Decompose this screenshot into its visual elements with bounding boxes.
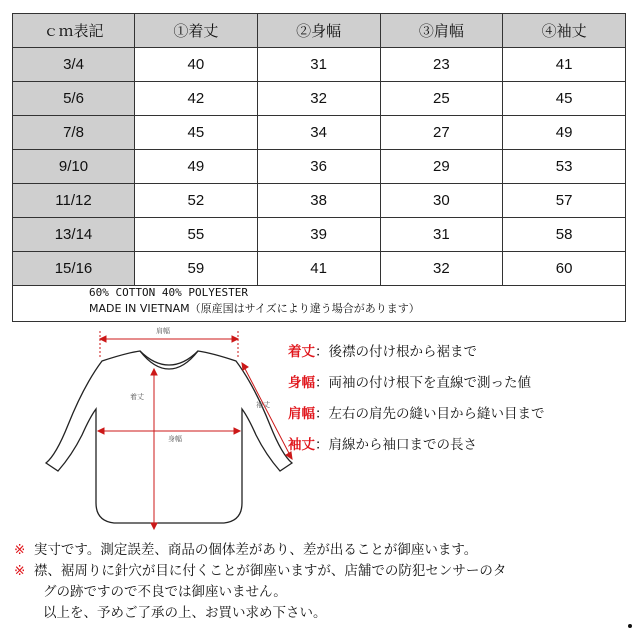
material-box [12,283,626,322]
measurement-cell: 41 [503,48,626,82]
measurement-cell: 40 [135,48,258,82]
note-2-continued: グの跡ですので不良では御座いません。 [43,584,287,600]
size-label-cell: 5/6 [13,82,135,116]
size-label-cell: 15/16 [13,252,135,286]
measurement-cell: 49 [135,150,258,184]
measurement-cell: 38 [257,184,380,218]
size-label-cell: 9/10 [13,150,135,184]
sleeve-length-label: 袖丈 [256,401,270,409]
measurement-cell: 49 [503,116,626,150]
shoulder-width-label: 肩幅 [156,327,170,335]
country-of-origin: MADE IN VIETNAM（原産国はサイズにより違う場合があります） [89,302,420,315]
measurement-cell: 31 [257,48,380,82]
measurement-cell: 36 [257,150,380,184]
header-cm-label: ｃｍ表記 [13,14,135,48]
table-row [13,218,626,252]
size-label-cell: 3/4 [13,48,135,82]
measurement-cell: 34 [257,116,380,150]
definition-sleeve [288,433,628,464]
measurement-cell: 55 [135,218,258,252]
size-label-cell: 13/14 [13,218,135,252]
table-row [13,82,626,116]
measurement-cell: 25 [380,82,503,116]
table-row [13,48,626,82]
definition-text: ：肩線から袖口までの長さ [315,437,477,453]
material-composition: 60% COTTON 40% POLYESTER [89,286,248,299]
measurement-cell: 59 [135,252,258,286]
measurement-cell: 52 [135,184,258,218]
table-row [13,116,626,150]
measurement-cell: 32 [257,82,380,116]
definition-text: ：両袖の付け根下を直線で測った値 [315,375,531,391]
measurement-definitions [288,340,628,464]
measurement-cell: 58 [503,218,626,252]
size-label-cell: 7/8 [13,116,135,150]
chest-width-label: 身幅 [168,435,182,443]
length-arrow [151,369,157,529]
measurement-cell: 42 [135,82,258,116]
header-chest: ②身幅 [257,14,380,48]
note-mark: ※ [14,563,26,579]
note-2 [14,561,634,582]
table-row [13,184,626,218]
definition-term: 着丈 [288,344,315,360]
measurement-cell: 41 [257,252,380,286]
measurement-cell: 32 [380,252,503,286]
chest-width-arrow [98,428,240,434]
measurement-cell: 45 [135,116,258,150]
measurement-cell: 31 [380,218,503,252]
table-row [13,252,626,286]
header-length: ①着丈 [135,14,258,48]
definition-term: 身幅 [288,375,315,391]
corner-dot [628,624,632,628]
table-row [13,150,626,184]
measurement-cell: 57 [503,184,626,218]
size-label-cell: 11/12 [13,184,135,218]
size-table [12,13,626,286]
definition-text: ：左右の肩先の縫い目から縫い目まで [315,406,545,422]
header-sleeve: ④袖丈 [503,14,626,48]
definition-text: ：後襟の付け根から裾まで [315,344,477,360]
definition-term: 袖丈 [288,437,315,453]
measurement-cell: 53 [503,150,626,184]
definition-term: 肩幅 [288,406,315,422]
note-1 [14,540,634,561]
note-mark: ※ [14,542,26,558]
table-header-row [13,14,626,48]
definition-chest [288,371,628,402]
measurement-cell: 29 [380,150,503,184]
note-3: 以上を、予めご了承の上、お買い求め下さい。 [43,605,327,621]
measurement-cell: 39 [257,218,380,252]
definition-shoulder [288,402,628,433]
sleeve-length-arrow [242,363,292,459]
definition-length [288,340,628,371]
note-text: 実寸です。測定誤差、商品の個体差があり、差が出ることが御座います。 [33,542,478,558]
notes-section [14,540,634,624]
measurement-cell: 60 [503,252,626,286]
header-shoulder: ③肩幅 [380,14,503,48]
measurement-cell: 30 [380,184,503,218]
measurement-cell: 27 [380,116,503,150]
measurement-cell: 45 [503,82,626,116]
measurement-cell: 23 [380,48,503,82]
shirt-measurement-diagram [44,325,294,535]
length-label: 着丈 [130,393,144,401]
note-text: 襟、裾周りに針穴が目に付くことが御座いますが、店舗での防犯センサーのタ [33,563,507,579]
